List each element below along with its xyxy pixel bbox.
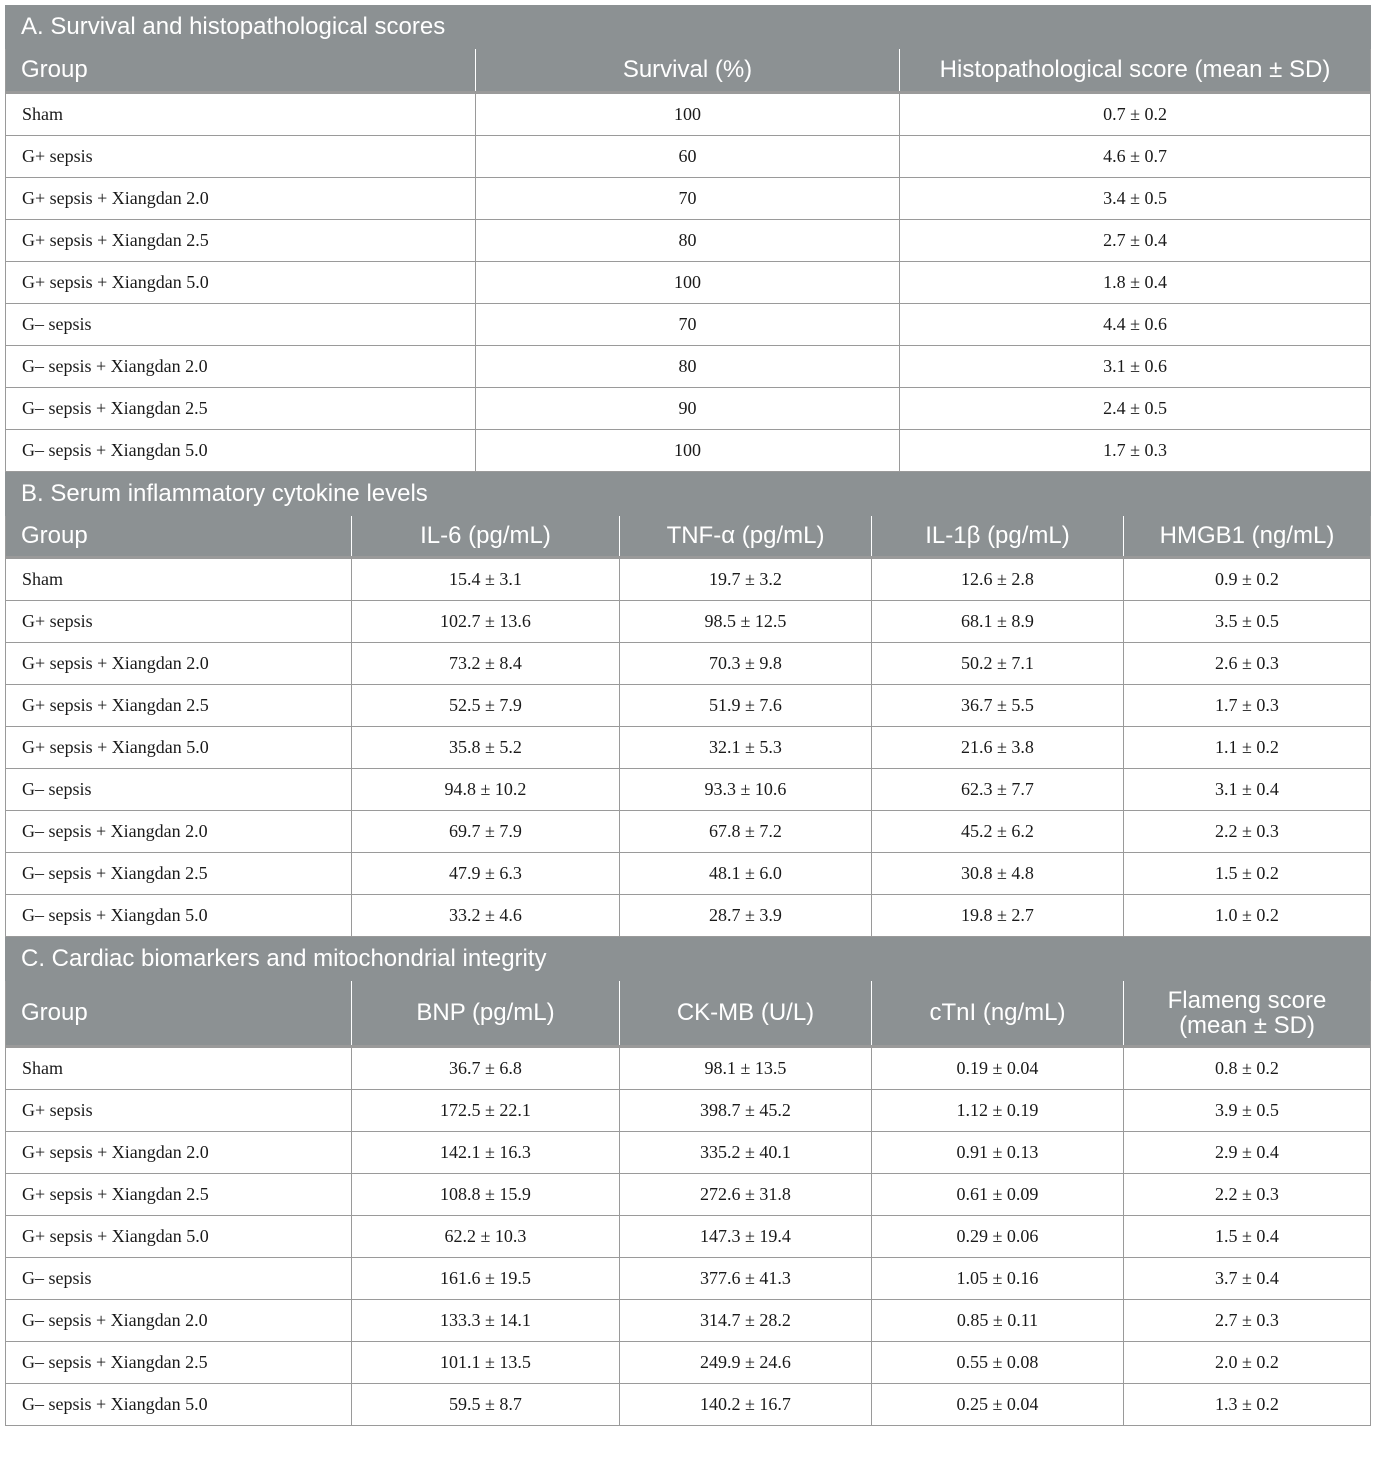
value-cell: 35.8 ± 5.2 [352,727,620,769]
table-row [6,388,1371,430]
value-cell: 0.7 ± 0.2 [900,93,1371,136]
value-cell: 1.8 ± 0.4 [900,262,1371,304]
value-cell: 51.9 ± 7.6 [620,685,872,727]
value-cell: 1.7 ± 0.3 [900,430,1371,472]
value-cell: 94.8 ± 10.2 [352,769,620,811]
table-row [6,853,1371,895]
group-cell: G+ sepsis [6,1090,352,1132]
group-cell: G+ sepsis + Xiangdan 2.5 [6,685,352,727]
col-header-ctni: cTnI (ng/mL) [872,981,1124,1047]
value-cell: 98.5 ± 12.5 [620,601,872,643]
table-row [6,346,1371,388]
section-a-title-row [6,6,1371,49]
value-cell: 70 [476,304,900,346]
value-cell: 47.9 ± 6.3 [352,853,620,895]
section-c-title: C. Cardiac biomarkers and mitochondrial integrity [6,938,1371,981]
table-row [6,685,1371,727]
value-cell: 21.6 ± 3.8 [872,727,1124,769]
table-row [6,643,1371,685]
table-row [6,1258,1371,1300]
table-row [6,601,1371,643]
table-row [6,220,1371,262]
group-cell: G– sepsis [6,304,476,346]
group-cell: G– sepsis [6,769,352,811]
value-cell: 70.3 ± 9.8 [620,643,872,685]
value-cell: 50.2 ± 7.1 [872,643,1124,685]
value-cell: 36.7 ± 6.8 [352,1047,620,1090]
value-cell: 3.4 ± 0.5 [900,178,1371,220]
table-row [6,727,1371,769]
value-cell: 0.25 ± 0.04 [872,1384,1124,1426]
col-header-hmgb1: HMGB1 (ng/mL) [1124,516,1371,558]
value-cell: 2.4 ± 0.5 [900,388,1371,430]
value-cell: 398.7 ± 45.2 [620,1090,872,1132]
section-b-header-row [6,516,1371,558]
group-cell: G+ sepsis [6,136,476,178]
value-cell: 4.4 ± 0.6 [900,304,1371,346]
value-cell: 19.8 ± 2.7 [872,895,1124,937]
section-a-title: A. Survival and histopathological scores [6,6,1371,49]
col-header-tnf-alpha: TNF-α (pg/mL) [620,516,872,558]
value-cell: 70 [476,178,900,220]
value-cell: 32.1 ± 5.3 [620,727,872,769]
value-cell: 100 [476,262,900,304]
table-row [6,178,1371,220]
group-cell: G+ sepsis + Xiangdan 5.0 [6,262,476,304]
value-cell: 101.1 ± 13.5 [352,1342,620,1384]
col-header-group: Group [6,516,352,558]
group-cell: G+ sepsis [6,601,352,643]
value-cell: 19.7 ± 3.2 [620,558,872,601]
value-cell: 93.3 ± 10.6 [620,769,872,811]
value-cell: 172.5 ± 22.1 [352,1090,620,1132]
value-cell: 15.4 ± 3.1 [352,558,620,601]
value-cell: 1.0 ± 0.2 [1124,895,1371,937]
value-cell: 0.8 ± 0.2 [1124,1047,1371,1090]
value-cell: 36.7 ± 5.5 [872,685,1124,727]
value-cell: 1.1 ± 0.2 [1124,727,1371,769]
table-row [6,93,1371,136]
group-cell: G– sepsis + Xiangdan 2.0 [6,811,352,853]
value-cell: 108.8 ± 15.9 [352,1174,620,1216]
value-cell: 4.6 ± 0.7 [900,136,1371,178]
value-cell: 62.2 ± 10.3 [352,1216,620,1258]
col-header-il1-beta: IL-1β (pg/mL) [872,516,1124,558]
value-cell: 100 [476,430,900,472]
value-cell: 2.2 ± 0.3 [1124,811,1371,853]
section-b-title: B. Serum inflammatory cytokine levels [6,473,1371,516]
value-cell: 161.6 ± 19.5 [352,1258,620,1300]
survival-histopathology-table [5,5,1371,472]
value-cell: 147.3 ± 19.4 [620,1216,872,1258]
value-cell: 52.5 ± 7.9 [352,685,620,727]
group-cell: G– sepsis + Xiangdan 2.5 [6,1342,352,1384]
value-cell: 140.2 ± 16.7 [620,1384,872,1426]
value-cell: 80 [476,346,900,388]
table-row [6,136,1371,178]
value-cell: 0.19 ± 0.04 [872,1047,1124,1090]
group-cell: Sham [6,93,476,136]
col-header-group: Group [6,981,352,1047]
value-cell: 30.8 ± 4.8 [872,853,1124,895]
value-cell: 314.7 ± 28.2 [620,1300,872,1342]
col-header-flameng-score [1124,981,1371,1047]
flameng-score-sublabel: (mean ± SD) [1179,1012,1315,1039]
group-cell: G+ sepsis + Xiangdan 2.0 [6,643,352,685]
table-row [6,262,1371,304]
table-row [6,1047,1371,1090]
col-header-bnp: BNP (pg/mL) [352,981,620,1047]
group-cell: G+ sepsis + Xiangdan 2.5 [6,1174,352,1216]
table-row [6,1300,1371,1342]
value-cell: 1.12 ± 0.19 [872,1090,1124,1132]
table-row [6,1174,1371,1216]
cytokine-table [5,472,1371,937]
value-cell: 0.91 ± 0.13 [872,1132,1124,1174]
col-header-histopathological-score: Histopathological score (mean ± SD) [900,49,1371,93]
table-row [6,304,1371,346]
value-cell: 48.1 ± 6.0 [620,853,872,895]
value-cell: 68.1 ± 8.9 [872,601,1124,643]
table-row [6,1384,1371,1426]
group-cell: G+ sepsis + Xiangdan 5.0 [6,1216,352,1258]
value-cell: 0.61 ± 0.09 [872,1174,1124,1216]
value-cell: 0.29 ± 0.06 [872,1216,1124,1258]
value-cell: 80 [476,220,900,262]
value-cell: 45.2 ± 6.2 [872,811,1124,853]
value-cell: 2.6 ± 0.3 [1124,643,1371,685]
value-cell: 1.7 ± 0.3 [1124,685,1371,727]
value-cell: 1.3 ± 0.2 [1124,1384,1371,1426]
section-a-body [6,93,1371,472]
value-cell: 142.1 ± 16.3 [352,1132,620,1174]
value-cell: 102.7 ± 13.6 [352,601,620,643]
value-cell: 377.6 ± 41.3 [620,1258,872,1300]
value-cell: 100 [476,93,900,136]
flameng-score-label: Flameng score [1167,987,1327,1014]
value-cell: 272.6 ± 31.8 [620,1174,872,1216]
value-cell: 1.5 ± 0.2 [1124,853,1371,895]
group-cell: G+ sepsis + Xiangdan 2.0 [6,178,476,220]
group-cell: Sham [6,558,352,601]
value-cell: 1.5 ± 0.4 [1124,1216,1371,1258]
group-cell: G– sepsis + Xiangdan 5.0 [6,1384,352,1426]
value-cell: 28.7 ± 3.9 [620,895,872,937]
group-cell: Sham [6,1047,352,1090]
value-cell: 60 [476,136,900,178]
value-cell: 67.8 ± 7.2 [620,811,872,853]
value-cell: 12.6 ± 2.8 [872,558,1124,601]
value-cell: 3.9 ± 0.5 [1124,1090,1371,1132]
results-table-container [5,5,1370,1426]
table-row [6,895,1371,937]
group-cell: G– sepsis + Xiangdan 2.0 [6,1300,352,1342]
value-cell: 0.55 ± 0.08 [872,1342,1124,1384]
value-cell: 2.7 ± 0.4 [900,220,1371,262]
group-cell: G– sepsis + Xiangdan 2.5 [6,388,476,430]
table-row [6,1090,1371,1132]
value-cell: 2.0 ± 0.2 [1124,1342,1371,1384]
col-header-ck-mb: CK-MB (U/L) [620,981,872,1047]
table-row [6,1216,1371,1258]
group-cell: G– sepsis + Xiangdan 5.0 [6,895,352,937]
value-cell: 62.3 ± 7.7 [872,769,1124,811]
table-row [6,811,1371,853]
value-cell: 0.9 ± 0.2 [1124,558,1371,601]
table-row [6,558,1371,601]
value-cell: 33.2 ± 4.6 [352,895,620,937]
value-cell: 98.1 ± 13.5 [620,1047,872,1090]
value-cell: 59.5 ± 8.7 [352,1384,620,1426]
group-cell: G– sepsis + Xiangdan 2.5 [6,853,352,895]
value-cell: 3.1 ± 0.6 [900,346,1371,388]
value-cell: 3.5 ± 0.5 [1124,601,1371,643]
group-cell: G– sepsis [6,1258,352,1300]
value-cell: 69.7 ± 7.9 [352,811,620,853]
section-c-header-row [6,981,1371,1047]
table-row [6,430,1371,472]
value-cell: 2.9 ± 0.4 [1124,1132,1371,1174]
group-cell: G– sepsis + Xiangdan 2.0 [6,346,476,388]
value-cell: 3.7 ± 0.4 [1124,1258,1371,1300]
value-cell: 73.2 ± 8.4 [352,643,620,685]
value-cell: 335.2 ± 40.1 [620,1132,872,1174]
value-cell: 0.85 ± 0.11 [872,1300,1124,1342]
section-b-body [6,558,1371,937]
section-a-header-row [6,49,1371,93]
group-cell: G– sepsis + Xiangdan 5.0 [6,430,476,472]
value-cell: 2.2 ± 0.3 [1124,1174,1371,1216]
table-row [6,1132,1371,1174]
group-cell: G+ sepsis + Xiangdan 2.0 [6,1132,352,1174]
value-cell: 1.05 ± 0.16 [872,1258,1124,1300]
cardiac-biomarker-table [5,937,1371,1426]
value-cell: 133.3 ± 14.1 [352,1300,620,1342]
col-header-il6: IL-6 (pg/mL) [352,516,620,558]
section-b-title-row [6,473,1371,516]
value-cell: 90 [476,388,900,430]
col-header-group: Group [6,49,476,93]
group-cell: G+ sepsis + Xiangdan 5.0 [6,727,352,769]
value-cell: 249.9 ± 24.6 [620,1342,872,1384]
table-row [6,1342,1371,1384]
value-cell: 3.1 ± 0.4 [1124,769,1371,811]
section-c-body [6,1047,1371,1426]
table-row [6,769,1371,811]
section-c-title-row [6,938,1371,981]
value-cell: 2.7 ± 0.3 [1124,1300,1371,1342]
col-header-survival: Survival (%) [476,49,900,93]
group-cell: G+ sepsis + Xiangdan 2.5 [6,220,476,262]
